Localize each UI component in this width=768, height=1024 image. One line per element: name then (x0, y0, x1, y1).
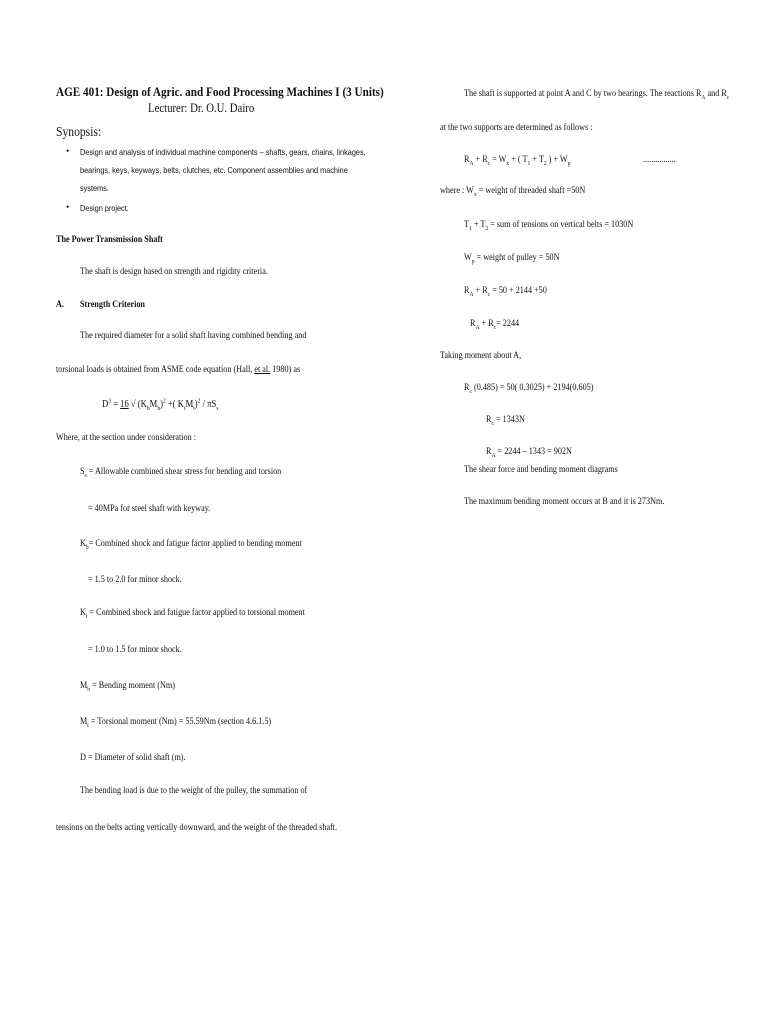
bullet-icon: • (66, 202, 70, 212)
paragraph-line: The required diameter for a solid shaft having combined bending and (80, 331, 307, 341)
definition-mb: $M_b$ = Bending moment (Nm) (80, 681, 176, 693)
paragraph-line: tensions on the belts acting vertically downward, and the weight of the threaded shaft. (56, 823, 338, 833)
paragraph-line: The shaft is supported at point A and C by two bearings. The reactions $R_A$ and $R_c$ (464, 89, 730, 101)
definition-value: = 1.5 to 2.0 for minor shock. (88, 575, 182, 585)
equation-ra: $R_A = 2244 - 1343 = 902N$ (486, 447, 572, 459)
equation-rc: $R_c = 1343N$ (486, 415, 525, 427)
lecturer-line: Lecturer: Dr. O.U. Dairo (148, 101, 255, 115)
where-line: Where, at the section under consideration : (56, 433, 196, 443)
asme-equation: $D^3 = 16$ √ $(K_bM_b)^2$ +( $K_tM_t)^2 / \pi S_s$ (102, 397, 219, 412)
synopsis-bullet-1-line-2: bearings, keys, keyways, belts, clutches, etc. Component assemblies and machine (80, 165, 348, 175)
equation-reactions: $R_A + R_c = W_x$ + ( $T_1 + T_2$ ) + $W_p$ (464, 155, 571, 167)
equation-dots: ................ (643, 155, 676, 165)
moment-line: Taking moment about A, (440, 351, 522, 361)
paragraph-line: torsional loads is obtained from ASME code equation (Hall, et al. 1980) as (56, 365, 301, 375)
paragraph-line: at the two supports are determined as follows : (440, 123, 593, 133)
subsection-heading: Strength Criterion (80, 300, 145, 310)
document-title: AGE 401: Design of Agric. and Food Processing Machines I (3 Units) (56, 84, 384, 99)
section-heading: The Power Transmission Shaft (56, 235, 163, 245)
subsection-label: A. (56, 300, 64, 310)
bullet-icon: • (66, 146, 70, 156)
equation-moment: $R_c$ (0.485) = 50( 0.3025) + 2194(0.605) (464, 383, 594, 395)
definition-ss: $S_s$ = Allowable combined shear stress for bending and torsion (80, 467, 282, 479)
definition-value: = 1.0 to 1.5 for minor shock. (88, 645, 182, 655)
definition-tensions: $T_1 + T_2$ = sum of tensions on vertical belts = 1030N (464, 220, 634, 232)
paragraph-line: The shear force and bending moment diagrams (464, 465, 618, 475)
synopsis-bullet-1-line-1: Design and analysis of individual machine components – shafts, gears, chains, linkages, (80, 147, 366, 157)
definition-kt: $K_t$ = Combined shock and fatigue factor applied to torsional moment (80, 608, 305, 620)
paragraph-line: The maximum bending moment occurs at B and it is 273Nm. (464, 497, 665, 507)
synopsis-bullet-2: Design project. (80, 203, 129, 213)
definition-value: = 40MPa for steel shaft with keyway. (88, 504, 211, 514)
synopsis-bullet-1-line-3: systems. (80, 183, 109, 193)
equation-total: $R_A + R_c= 2244$ (470, 319, 520, 331)
definition-kb: $K_b=$ Combined shock and fatigue factor applied to bending moment (80, 539, 302, 551)
definition-mt: $M_t$ = Torsional moment (Nm) = 55.59Nm (section 4.6.1.5) (80, 717, 272, 729)
definition-pulley: $W_p$ = weight of pulley = 50N (464, 253, 560, 265)
paragraph: The shaft is design based on strength and rigidity criteria. (80, 267, 268, 277)
where-line: where : $W_x$ = weight of threaded shaft =50N (440, 186, 586, 198)
synopsis-heading: Synopsis: (56, 124, 102, 139)
equation-sum: $R_A + R_c = 50 + 2144 +50$ (464, 286, 547, 298)
definition-d: D = Diameter of solid shaft (m). (80, 753, 186, 763)
paragraph-line: The bending load is due to the weight of the pulley, the summation of (80, 786, 308, 796)
